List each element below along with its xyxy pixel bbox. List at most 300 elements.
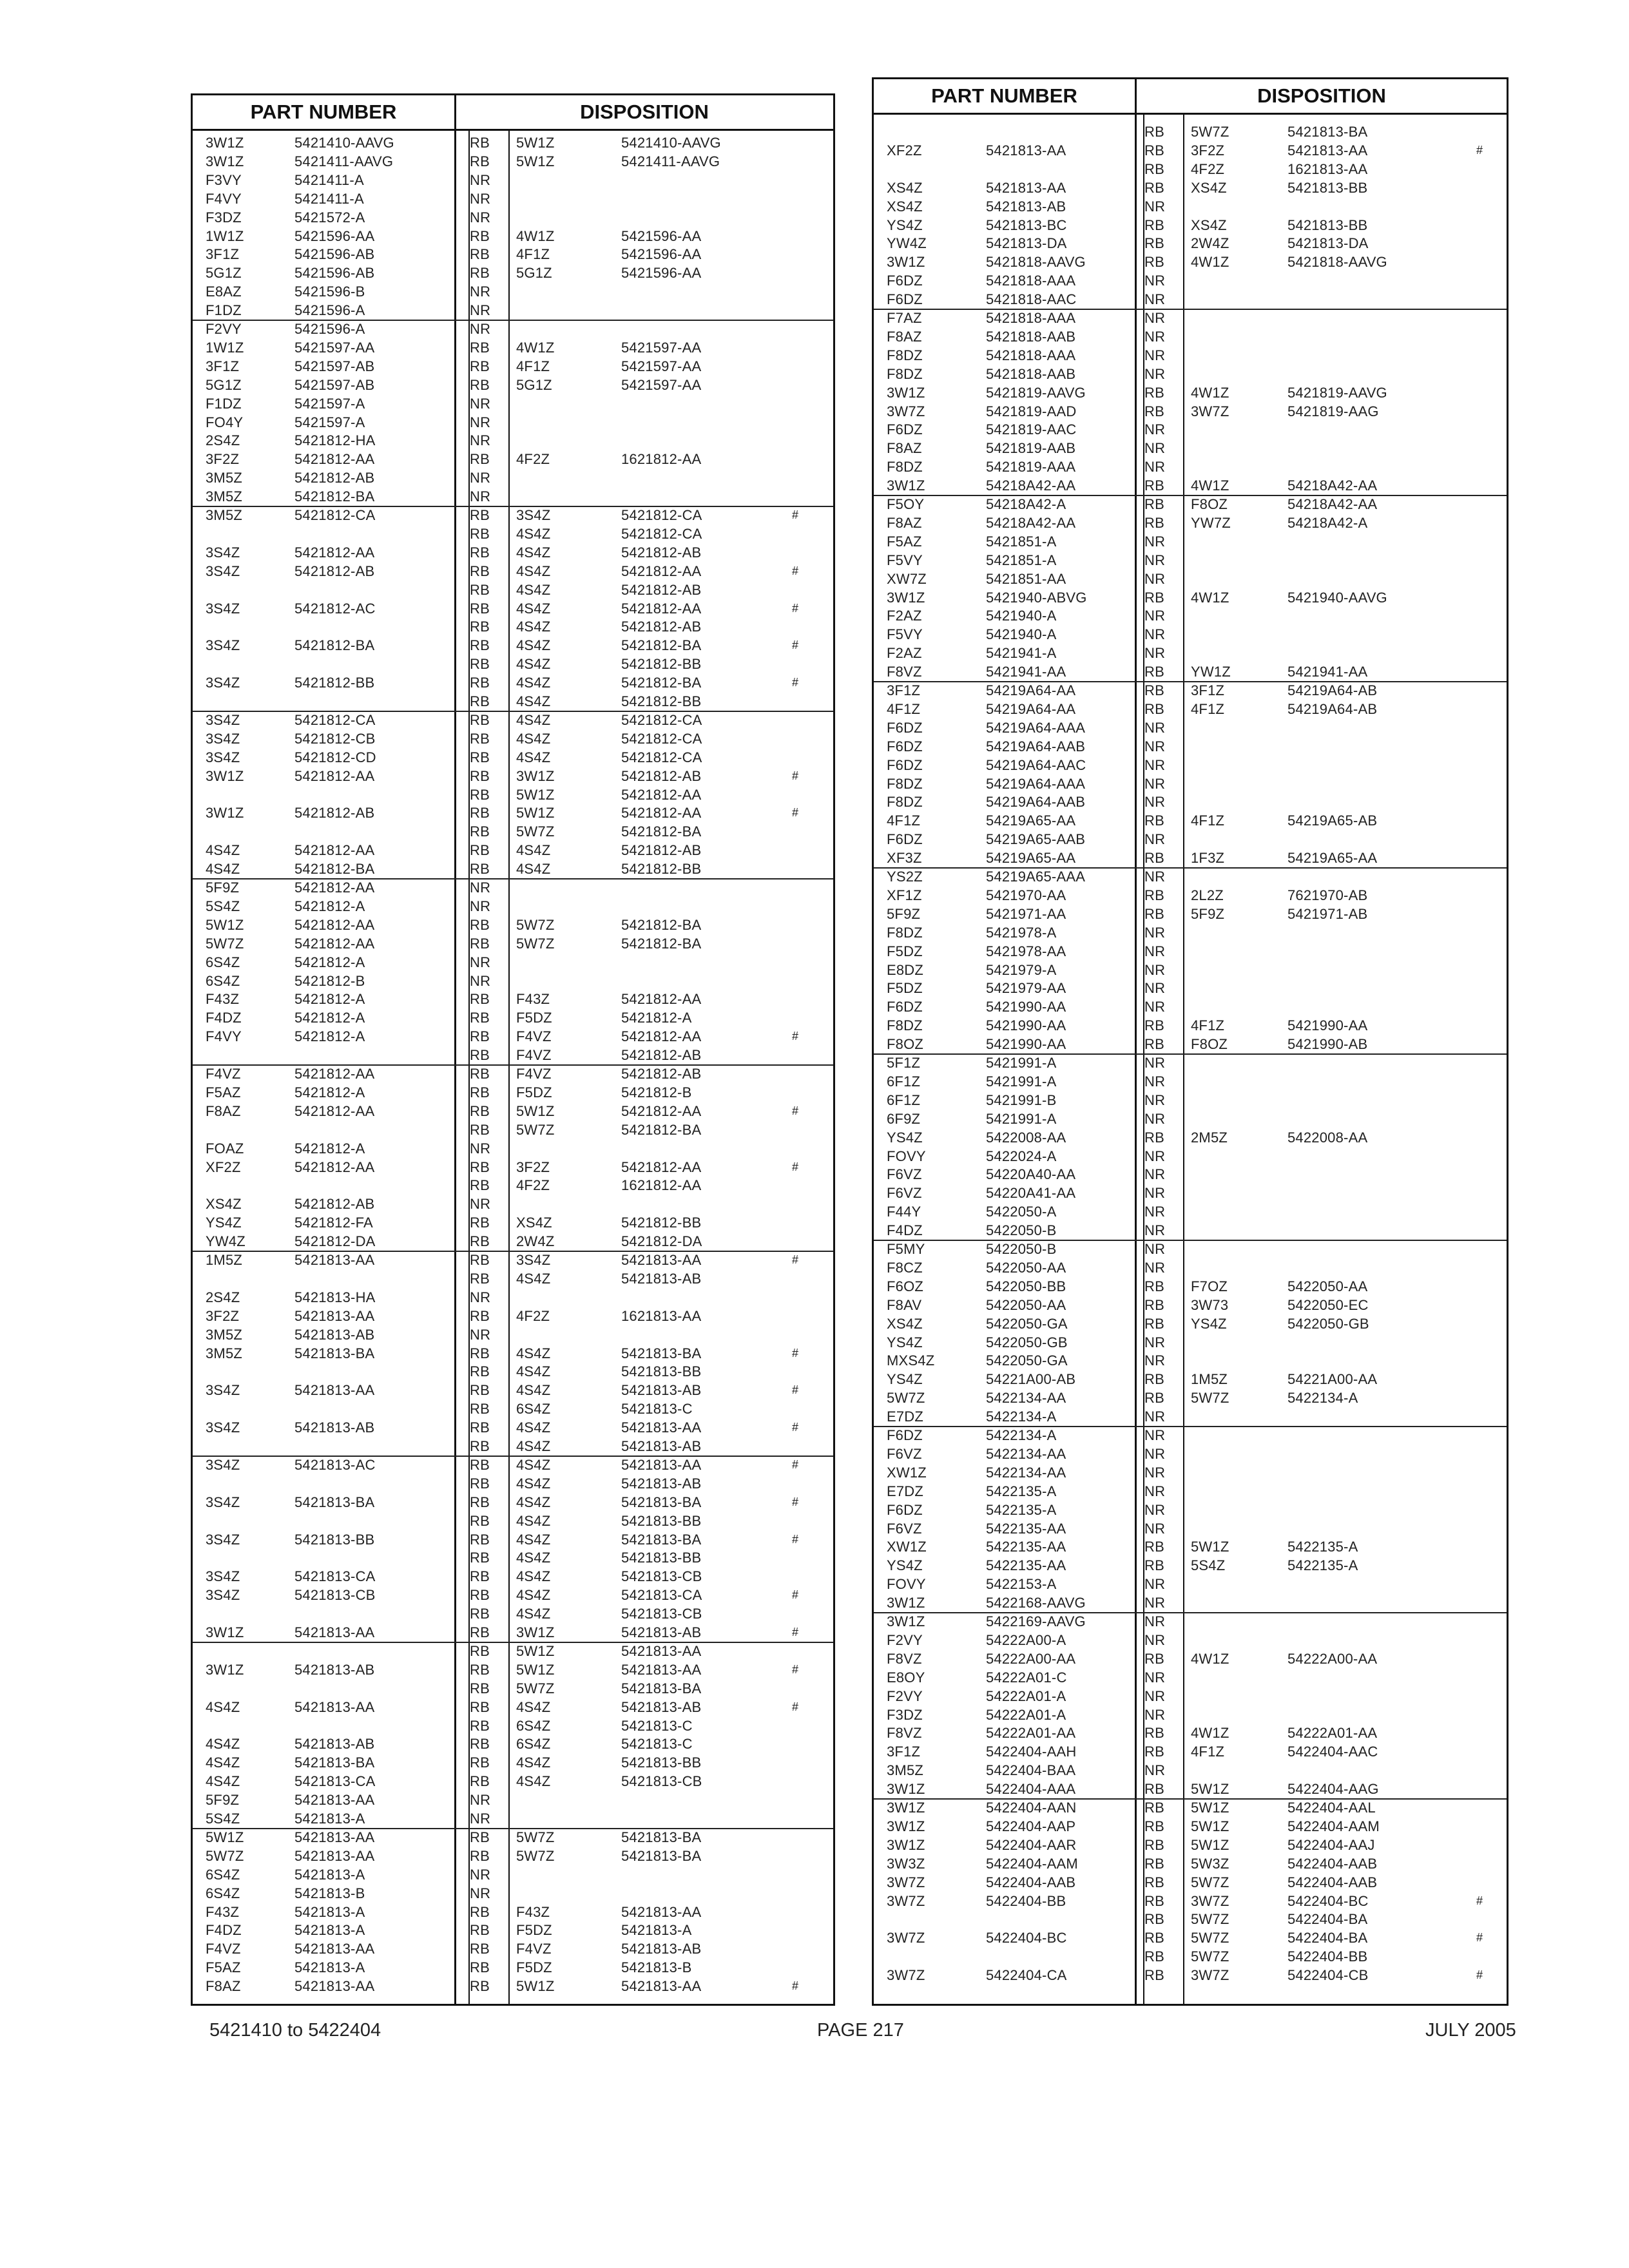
replacement-part: 5421812-AA xyxy=(621,805,702,822)
table-row xyxy=(193,581,833,599)
replacement-model: YS4Z xyxy=(1191,1315,1227,1332)
replacement-model: 4W1Z xyxy=(516,339,555,356)
disposition-code: NR xyxy=(1144,1762,1166,1779)
disposition-code: NR xyxy=(1144,533,1166,550)
table-row xyxy=(193,1810,833,1827)
replacement-part: 5421596-AA xyxy=(621,227,702,244)
disposition-code: RB xyxy=(470,935,490,952)
disposition-code: RB xyxy=(1144,403,1164,419)
page-number: PAGE 217 xyxy=(817,2020,904,2041)
disposition-code: RB xyxy=(470,1102,490,1119)
replacement-model: 4S4Z xyxy=(516,656,551,673)
part-number: 5421812-AB xyxy=(294,1196,375,1213)
replacement-part: 5422404-BB xyxy=(1287,1948,1368,1965)
replacement-part: 5421812-BA xyxy=(621,935,702,952)
model-code: F5OY xyxy=(887,496,925,512)
replacement-model: 5W3Z xyxy=(1191,1855,1229,1872)
replacement-part: 54218A42-AA xyxy=(1287,496,1378,512)
replacement-part: 7621970-AB xyxy=(1287,887,1368,903)
disposition-code: RB xyxy=(470,842,490,859)
model-code: 6S4Z xyxy=(206,1866,240,1883)
table-row xyxy=(193,1289,833,1306)
model-code: E8OY xyxy=(887,1669,925,1686)
table-row xyxy=(874,1724,1507,1742)
disposition-code: RB xyxy=(1144,1874,1164,1890)
model-code: F2VY xyxy=(206,321,242,337)
replacement-model: 6S4Z xyxy=(516,1717,551,1734)
table-row xyxy=(193,1698,833,1716)
table-row xyxy=(193,134,833,151)
model-code: F6DZ xyxy=(887,273,923,289)
part-number: 5421596-AB xyxy=(294,246,375,263)
disposition-code: RB xyxy=(470,767,490,784)
part-number: 5421812-BA xyxy=(294,637,375,654)
table-row xyxy=(193,879,833,896)
disposition-code: RB xyxy=(1144,1129,1164,1146)
replacement-part: 5421812-AB xyxy=(621,581,702,598)
replacement-part: 5421813-AB xyxy=(621,1475,702,1492)
replacement-model: 4W1Z xyxy=(1191,589,1229,606)
part-number: 5422050-GB xyxy=(986,1334,1068,1350)
replacement-model: 4W1Z xyxy=(1191,1650,1229,1667)
replacement-part: 5421813-AA xyxy=(621,1252,702,1268)
replacement-model: 4S4Z xyxy=(516,1456,551,1473)
replacement-part: 5421813-CB xyxy=(621,1568,702,1585)
model-code: YS2Z xyxy=(887,869,923,885)
model-code: F2AZ xyxy=(887,645,922,662)
disposition-code: RB xyxy=(1144,124,1164,140)
replacement-part: 54219A64-AB xyxy=(1287,700,1378,717)
part-number: 5421812-A xyxy=(294,954,365,970)
replacement-part: 5421812-AA xyxy=(621,786,702,803)
part-number: 5421818-AAA xyxy=(986,310,1076,326)
replacement-part: 5421813-CA xyxy=(621,1587,702,1604)
model-code: XS4Z xyxy=(887,198,923,215)
replacement-model: 4F1Z xyxy=(1191,1744,1225,1760)
replacement-model: 5W7Z xyxy=(1191,124,1229,140)
replacement-model: 4S4Z xyxy=(516,1494,551,1510)
group-separator xyxy=(193,1251,833,1252)
part-number: 5422050-BB xyxy=(986,1278,1066,1294)
replacement-part: 5421813-BB xyxy=(621,1363,702,1380)
model-code: F6DZ xyxy=(887,291,923,308)
table-row xyxy=(874,1966,1507,1984)
model-code: F5MY xyxy=(887,1241,925,1257)
table-row xyxy=(193,804,833,822)
table-row xyxy=(193,302,833,319)
table-row xyxy=(193,916,833,934)
table-row xyxy=(874,198,1507,215)
part-number: 5421990-AA xyxy=(986,1036,1066,1053)
disposition-code: RB xyxy=(1144,216,1164,233)
part-number: 5421813-CB xyxy=(294,1587,376,1604)
table-row xyxy=(874,1706,1507,1724)
table-row xyxy=(193,1885,833,1902)
model-code: 2S4Z xyxy=(206,1289,240,1305)
replacement-part: 5422404-AAC xyxy=(1287,1744,1378,1760)
model-code: 3W1Z xyxy=(887,477,925,494)
disposition-code: RB xyxy=(1144,887,1164,903)
replacement-part: 5421812-BB xyxy=(621,1215,702,1231)
disposition-code: NR xyxy=(470,1326,491,1343)
model-code: F5AZ xyxy=(887,533,922,550)
replacement-part: 5422404-AAM xyxy=(1287,1818,1380,1834)
model-code: XS4Z xyxy=(887,179,923,196)
model-code: FOVY xyxy=(887,1148,926,1164)
model-code: F6DZ xyxy=(887,831,923,848)
disposition-code: RB xyxy=(470,1717,490,1734)
table-row xyxy=(874,365,1507,383)
part-number: 54218A42-A xyxy=(986,496,1066,512)
model-code: F1DZ xyxy=(206,395,242,412)
disposition-code: NR xyxy=(1144,1166,1166,1183)
part-number: 5421812-FA xyxy=(294,1215,373,1231)
disposition-code: RB xyxy=(470,1978,490,1995)
right-parts-table xyxy=(872,77,1509,2006)
replacement-part: 5422404-BC xyxy=(1287,1892,1369,1909)
replacement-part: 5421813-AA xyxy=(621,1456,702,1473)
table-row xyxy=(193,990,833,1008)
part-number: 5421970-AA xyxy=(986,887,1066,903)
replacement-model: 4F1Z xyxy=(1191,1017,1225,1034)
part-number: 5421813-AB xyxy=(294,1419,375,1436)
replacement-model: 1F3Z xyxy=(1191,850,1225,867)
part-number: 5421813-AA xyxy=(294,1792,375,1809)
replacement-part: 5421813-BA xyxy=(621,1494,702,1510)
disposition-code: RB xyxy=(470,1587,490,1604)
replacement-part: 1621812-AA xyxy=(621,1177,702,1194)
note-mark: # xyxy=(792,1979,799,1993)
part-number: 5421813-HA xyxy=(294,1289,376,1305)
group-separator xyxy=(193,878,833,879)
model-code: F8VZ xyxy=(887,1650,922,1667)
table-row xyxy=(193,245,833,263)
disposition-code: RB xyxy=(470,656,490,673)
table-row xyxy=(193,935,833,952)
disposition-code: RB xyxy=(1144,496,1164,512)
table-row xyxy=(874,1874,1507,1891)
table-row xyxy=(193,376,833,394)
table-row xyxy=(874,1557,1507,1574)
table-row xyxy=(193,209,833,226)
replacement-model: 6S4Z xyxy=(516,1401,551,1418)
note-mark: # xyxy=(1476,1968,1483,1982)
part-number: 5421813-BC xyxy=(986,216,1067,233)
disposition-code: RB xyxy=(470,1475,490,1492)
model-code: F8VZ xyxy=(887,1725,922,1742)
replacement-model: 4S4Z xyxy=(516,1606,551,1622)
disposition-code: RB xyxy=(470,1754,490,1771)
model-code: F8DZ xyxy=(887,1017,923,1034)
disposition-code: RB xyxy=(1144,1818,1164,1834)
model-code: E8DZ xyxy=(887,961,924,978)
disposition-code: RB xyxy=(470,525,490,542)
model-code: 3S4Z xyxy=(206,711,240,728)
part-number: 5421819-AAC xyxy=(986,421,1077,438)
replacement-model: 5W1Z xyxy=(516,1978,555,1995)
model-code: XS4Z xyxy=(206,1196,242,1213)
replacement-part: 54219A65-AB xyxy=(1287,812,1378,829)
table-row xyxy=(874,1687,1507,1705)
model-code: 5S4Z xyxy=(206,1811,240,1827)
replacement-part: 5421819-AAVG xyxy=(1287,384,1387,401)
disposition-code: NR xyxy=(1144,1613,1166,1629)
note-mark: # xyxy=(792,806,799,820)
part-number: 5422404-AAN xyxy=(986,1800,1077,1816)
disposition-code: RB xyxy=(470,730,490,747)
disposition-code: NR xyxy=(470,879,491,896)
replacement-part: 5422404-AAB xyxy=(1287,1874,1378,1890)
model-code: F6DZ xyxy=(887,999,923,1015)
part-number: 5421812-CA xyxy=(294,507,376,523)
table-row xyxy=(193,637,833,654)
disposition-code: RB xyxy=(470,1494,490,1510)
model-code: 5F9Z xyxy=(887,905,921,922)
replacement-part: 5421812-AA xyxy=(621,1102,702,1119)
model-code: F43Z xyxy=(206,991,240,1008)
replacement-model: F5DZ xyxy=(516,1959,552,1976)
part-number: 5421597-A xyxy=(294,414,365,430)
model-code: 5F1Z xyxy=(887,1055,921,1071)
part-number: 5421410-AAVG xyxy=(294,135,394,151)
model-code: XS4Z xyxy=(887,1315,923,1332)
replacement-model: XS4Z xyxy=(516,1215,552,1231)
replacement-model: 4S4Z xyxy=(516,1363,551,1380)
table-row xyxy=(874,1631,1507,1649)
replacement-part: 5422404-CB xyxy=(1287,1967,1369,1984)
part-number: 5422008-AA xyxy=(986,1129,1066,1146)
replacement-part: 1621813-AA xyxy=(621,1307,702,1324)
table-row xyxy=(874,347,1507,364)
group-separator xyxy=(874,867,1507,869)
model-code: 3W7Z xyxy=(887,1930,925,1946)
model-code: F4VZ xyxy=(206,1066,241,1082)
replacement-part: 5421813-BA xyxy=(621,1531,702,1548)
disposition-code: NR xyxy=(1144,756,1166,773)
disposition-code: NR xyxy=(1144,924,1166,941)
replacement-part: 5421812-CA xyxy=(621,749,702,765)
replacement-model: 4S4Z xyxy=(516,1587,551,1604)
replacement-part: 5421596-AA xyxy=(621,246,702,263)
replacement-part: 5422404-AAG xyxy=(1287,1781,1379,1798)
part-number: 5421812-A xyxy=(294,991,365,1008)
part-number: 54219A64-AAC xyxy=(986,756,1086,773)
replacement-part: 5421812-AA xyxy=(621,991,702,1008)
disposition-code: NR xyxy=(1144,869,1166,885)
disposition-code: NR xyxy=(1144,1055,1166,1071)
disposition-code: RB xyxy=(470,749,490,765)
model-code: 4F1Z xyxy=(887,812,921,829)
model-code: 5W7Z xyxy=(887,1390,925,1407)
disposition-code: RB xyxy=(470,153,490,169)
part-number: 5421991-A xyxy=(986,1073,1057,1090)
part-number: 5422135-A xyxy=(986,1501,1057,1518)
replacement-part: 5421813-AA xyxy=(621,1903,702,1920)
model-code: XF2Z xyxy=(206,1158,241,1175)
part-number: 5421812-AA xyxy=(294,767,375,784)
table-row xyxy=(193,1121,833,1139)
disposition-code: NR xyxy=(1144,626,1166,643)
note-mark: # xyxy=(792,639,799,652)
note-mark: # xyxy=(792,1346,799,1360)
replacement-model: 5W7Z xyxy=(1191,1930,1229,1946)
model-code: 3F1Z xyxy=(887,1744,921,1760)
replacement-model: 1M5Z xyxy=(1191,1371,1228,1388)
table-row xyxy=(874,607,1507,624)
part-number: 5421812-AA xyxy=(294,544,375,561)
replacement-part: 5421818-AAVG xyxy=(1287,254,1387,271)
part-number: 5421597-A xyxy=(294,395,365,412)
table-row xyxy=(193,1680,833,1697)
disposition-code: RB xyxy=(470,376,490,393)
disposition-code: NR xyxy=(1144,1576,1166,1593)
table-row xyxy=(874,458,1507,476)
table-row xyxy=(193,1345,833,1362)
replacement-model: 5S4Z xyxy=(1191,1557,1226,1574)
table-row xyxy=(193,414,833,431)
model-code: F8AZ xyxy=(887,514,922,531)
replacement-part: 5421813-C xyxy=(621,1401,693,1418)
note-mark: # xyxy=(792,508,799,521)
disposition-code: RB xyxy=(1144,235,1164,252)
replacement-part: 5421812-BA xyxy=(621,637,702,654)
model-code: F4VY xyxy=(206,190,242,207)
model-code: F6DZ xyxy=(887,756,923,773)
disposition-code: RB xyxy=(470,1922,490,1939)
model-code: FO4Y xyxy=(206,414,244,430)
disposition-code: NR xyxy=(470,1196,491,1213)
model-code: 1W1Z xyxy=(206,227,244,244)
model-code: F8VZ xyxy=(887,664,922,680)
replacement-model: 3W73 xyxy=(1191,1296,1229,1313)
replacement-model: 3F2Z xyxy=(1191,142,1225,159)
model-code: F44Y xyxy=(887,1204,921,1220)
disposition-code: NR xyxy=(1144,570,1166,587)
disposition-code: NR xyxy=(1144,552,1166,568)
replacement-model: 5W1Z xyxy=(1191,1818,1229,1834)
replacement-model: 2W4Z xyxy=(516,1233,555,1250)
part-number: 54219A65-AA xyxy=(986,812,1076,829)
table-row xyxy=(874,1203,1507,1220)
disposition-code: NR xyxy=(1144,1222,1166,1239)
replacement-model: XS4Z xyxy=(1191,216,1227,233)
disposition-code: RB xyxy=(1144,254,1164,271)
disposition-code: NR xyxy=(1144,794,1166,811)
table-row xyxy=(193,1307,833,1325)
note-mark: # xyxy=(792,1457,799,1471)
disposition-code: RB xyxy=(470,1959,490,1976)
part-number: 54219A64-AAA xyxy=(986,719,1086,736)
model-code: 3W7Z xyxy=(887,1874,925,1890)
replacement-part: 5422404-AAJ xyxy=(1287,1836,1375,1853)
replacement-model: F7OZ xyxy=(1191,1278,1228,1294)
disposition-code: RB xyxy=(1144,589,1164,606)
replacement-part: 5421941-AA xyxy=(1287,664,1368,680)
table-row xyxy=(193,1735,833,1753)
table-row xyxy=(874,1408,1507,1425)
disposition-code: RB xyxy=(470,1215,490,1231)
model-code: 3S4Z xyxy=(206,675,240,691)
replacement-part: 5421813-AB xyxy=(621,1698,702,1715)
table-row xyxy=(874,1054,1507,1072)
disposition-code: RB xyxy=(470,1661,490,1678)
table-row xyxy=(874,1483,1507,1500)
replacement-model: 5W1Z xyxy=(1191,1781,1229,1798)
table-row xyxy=(874,216,1507,234)
table-row xyxy=(193,506,833,524)
replacement-model: 4F2Z xyxy=(1191,160,1225,177)
replacement-part: 54222A00-AA xyxy=(1287,1650,1378,1667)
disposition-code: RB xyxy=(470,1624,490,1640)
model-code: 3S4Z xyxy=(206,562,240,579)
replacement-part: 5421813-BA xyxy=(1287,124,1368,140)
part-number: 5421819-AAVG xyxy=(986,384,1086,401)
table-row xyxy=(874,1538,1507,1555)
replacement-model: 3S4Z xyxy=(516,507,551,523)
replacement-part: 54219A64-AB xyxy=(1287,682,1378,698)
table-row xyxy=(874,1445,1507,1463)
disposition-code: RB xyxy=(1144,1036,1164,1053)
replacement-model: F4VZ xyxy=(516,1047,552,1064)
table-row xyxy=(874,905,1507,923)
table-row xyxy=(874,1389,1507,1407)
table-row xyxy=(874,868,1507,885)
replacement-model: 5F9Z xyxy=(1191,905,1225,922)
model-code: F5VY xyxy=(887,626,923,643)
replacement-model: 5G1Z xyxy=(516,265,552,282)
table-row xyxy=(193,1102,833,1120)
replacement-model: 4S4Z xyxy=(516,581,551,598)
part-number: 5421813-CA xyxy=(294,1568,376,1585)
model-code: 6F1Z xyxy=(887,1073,921,1090)
part-number: 5421812-AC xyxy=(294,600,376,617)
model-code: YS4Z xyxy=(887,1334,923,1350)
disposition-code: RB xyxy=(1144,1836,1164,1853)
disposition-code: RB xyxy=(470,1847,490,1864)
disposition-code: NR xyxy=(470,284,491,300)
disposition-code: NR xyxy=(470,954,491,970)
part-number: 5421813-AA xyxy=(986,179,1066,196)
disposition-code: RB xyxy=(470,1829,490,1845)
disposition-header: DISPOSITION xyxy=(1257,84,1386,107)
disposition-code: NR xyxy=(470,321,491,337)
model-code: 1W1Z xyxy=(206,339,244,356)
model-code: F5AZ xyxy=(206,1084,241,1100)
part-number: 5421596-A xyxy=(294,302,365,319)
table-row xyxy=(193,618,833,635)
replacement-part: 5421819-AAG xyxy=(1287,403,1379,419)
model-code: 3W1Z xyxy=(206,1624,244,1640)
model-code: XF2Z xyxy=(887,142,922,159)
part-number: 5422404-CA xyxy=(986,1967,1067,1984)
part-number: 5422135-A xyxy=(986,1483,1057,1499)
replacement-part: 5422404-BA xyxy=(1287,1911,1368,1928)
table-row xyxy=(874,421,1507,438)
table-header xyxy=(874,79,1507,115)
replacement-model: 4S4Z xyxy=(516,842,551,859)
model-code: 3S4Z xyxy=(206,730,240,747)
group-separator xyxy=(193,506,833,507)
part-number: 5421940-A xyxy=(986,608,1057,624)
part-number: 54218A42-AA xyxy=(986,477,1076,494)
disposition-code: RB xyxy=(470,1401,490,1418)
table-row xyxy=(193,1475,833,1492)
table-row xyxy=(193,320,833,338)
table-row xyxy=(874,1594,1507,1611)
replacement-part: 5421812-CA xyxy=(621,730,702,747)
table-row xyxy=(193,1977,833,1995)
replacement-model: 5W7Z xyxy=(1191,1874,1229,1890)
